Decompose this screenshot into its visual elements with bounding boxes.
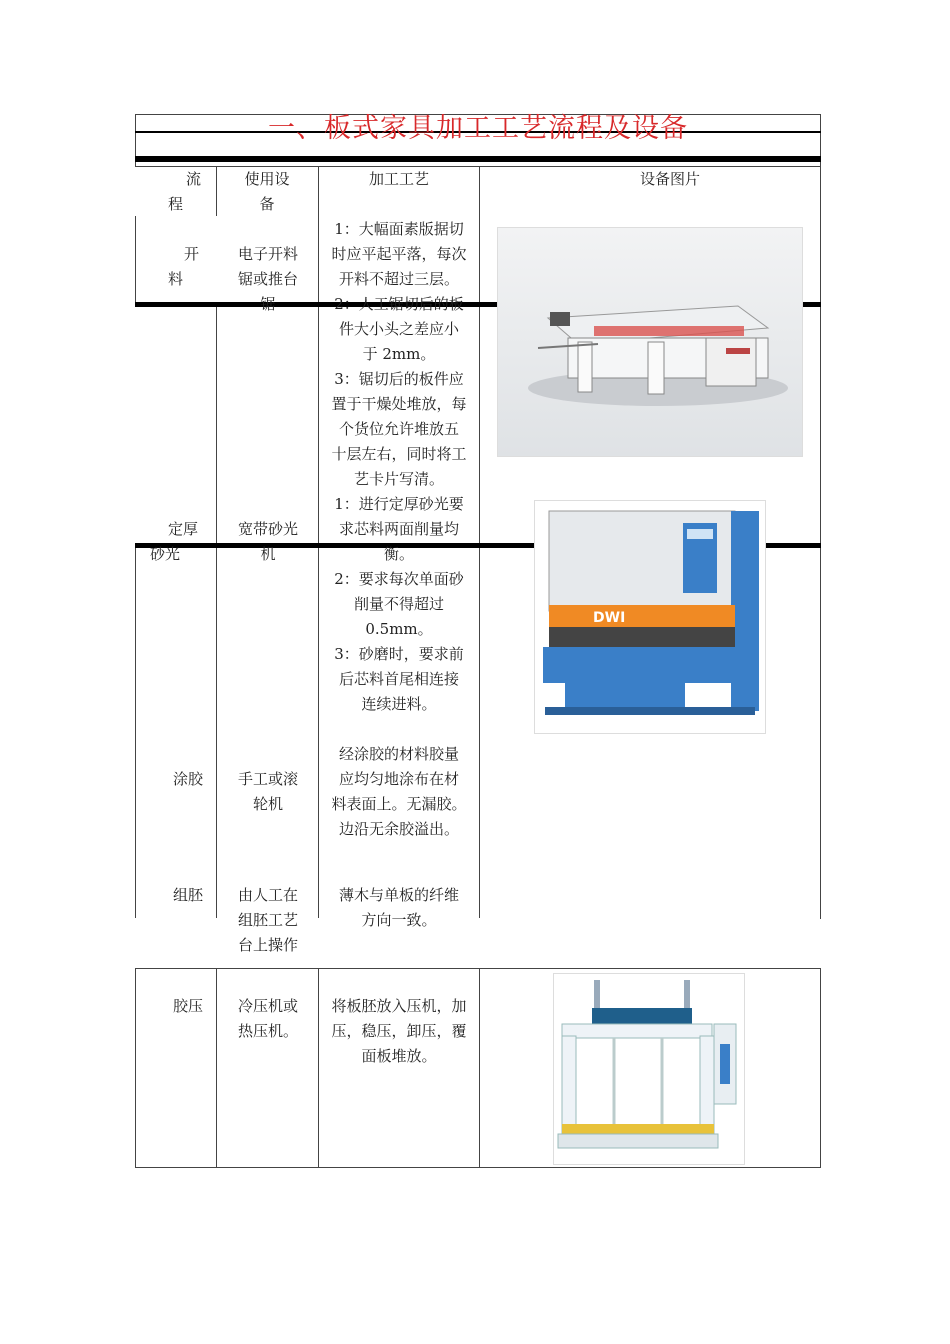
row2-equipment: 宽带砂光 机 — [237, 520, 298, 563]
row4-process: 组胚 — [172, 886, 203, 904]
lower-col-0 — [135, 968, 136, 1168]
row3-equipment: 手工或滚 轮机 — [237, 770, 298, 813]
col-sep-1 — [216, 166, 217, 216]
panel-saw-illustration — [498, 228, 802, 456]
sander-brand-text: DWI — [593, 610, 626, 626]
row5-process: 胶压 — [172, 997, 203, 1015]
row5-equipment: 冷压机或 热压机。 — [237, 997, 298, 1040]
row2-technique: 1：进行定厚砂光要 求芯料两面削量均 衡。 2：要求每次单面砂 削量不得超过 0.5mm。 3：砂磨时，要求前 后芯料首尾相连接 连续进料。 — [334, 495, 464, 713]
row2-process: 定厚 砂光 — [150, 520, 199, 563]
col-sep-1b — [216, 305, 217, 918]
row4-equipment: 由人工在 组胚工艺 台上操作 — [237, 886, 298, 954]
belt-sander-photo — [534, 500, 766, 734]
row5-technique: 将板胚放入压机，加 压，稳压，卸压，覆 面板堆放。 — [331, 997, 467, 1065]
lower-table-top — [135, 968, 821, 969]
header-picture: 设备图片 — [639, 170, 700, 188]
title-bottom-bar — [135, 156, 821, 162]
lower-col-2 — [318, 968, 319, 1168]
row3-technique: 经涂胶的材料胶量 应均匀地涂布在材 料表面上。无漏胶。 边沿无余胶溢出。 — [331, 745, 467, 838]
col-left-b — [135, 216, 136, 304]
page-title: 一、板式家具加工工艺流程及设备 — [268, 113, 688, 144]
row1-technique: 1：大幅面素版据切 时应平起平落，每次 开料不超过三层。 2：人工锯切后的板 件大小头之差应小 于 2mm。 3：锯切后的板件应 置于干燥处堆放，每 个货位允许堆放五 十层左右，同时将工 艺卡片写清。 — [331, 220, 467, 488]
header-process: 流 程 — [168, 170, 202, 213]
row1-equipment: 电子开料 锯或推台 锯 — [237, 245, 298, 313]
lower-col-3 — [479, 968, 480, 1168]
col-sep-3 — [479, 166, 480, 918]
lower-col-4 — [820, 968, 821, 1168]
header-technique: 加工工艺 — [368, 170, 429, 188]
col-sep-2 — [318, 166, 319, 918]
panel-saw-photo — [497, 227, 803, 457]
col-left-c — [135, 548, 136, 918]
row1-process: 开 料 — [168, 245, 200, 288]
lower-table-bottom — [135, 1167, 821, 1168]
belt-sander-illustration — [535, 501, 765, 733]
cold-press-illustration — [554, 974, 744, 1164]
header-equipment: 使用设 备 — [244, 170, 290, 213]
cold-press-photo — [553, 973, 745, 1165]
table-right-border — [820, 114, 821, 919]
row4-technique: 薄木与单板的纤维 方向一致。 — [338, 886, 459, 929]
row3-process: 涂胶 — [172, 770, 203, 788]
lower-col-1 — [216, 968, 217, 1168]
